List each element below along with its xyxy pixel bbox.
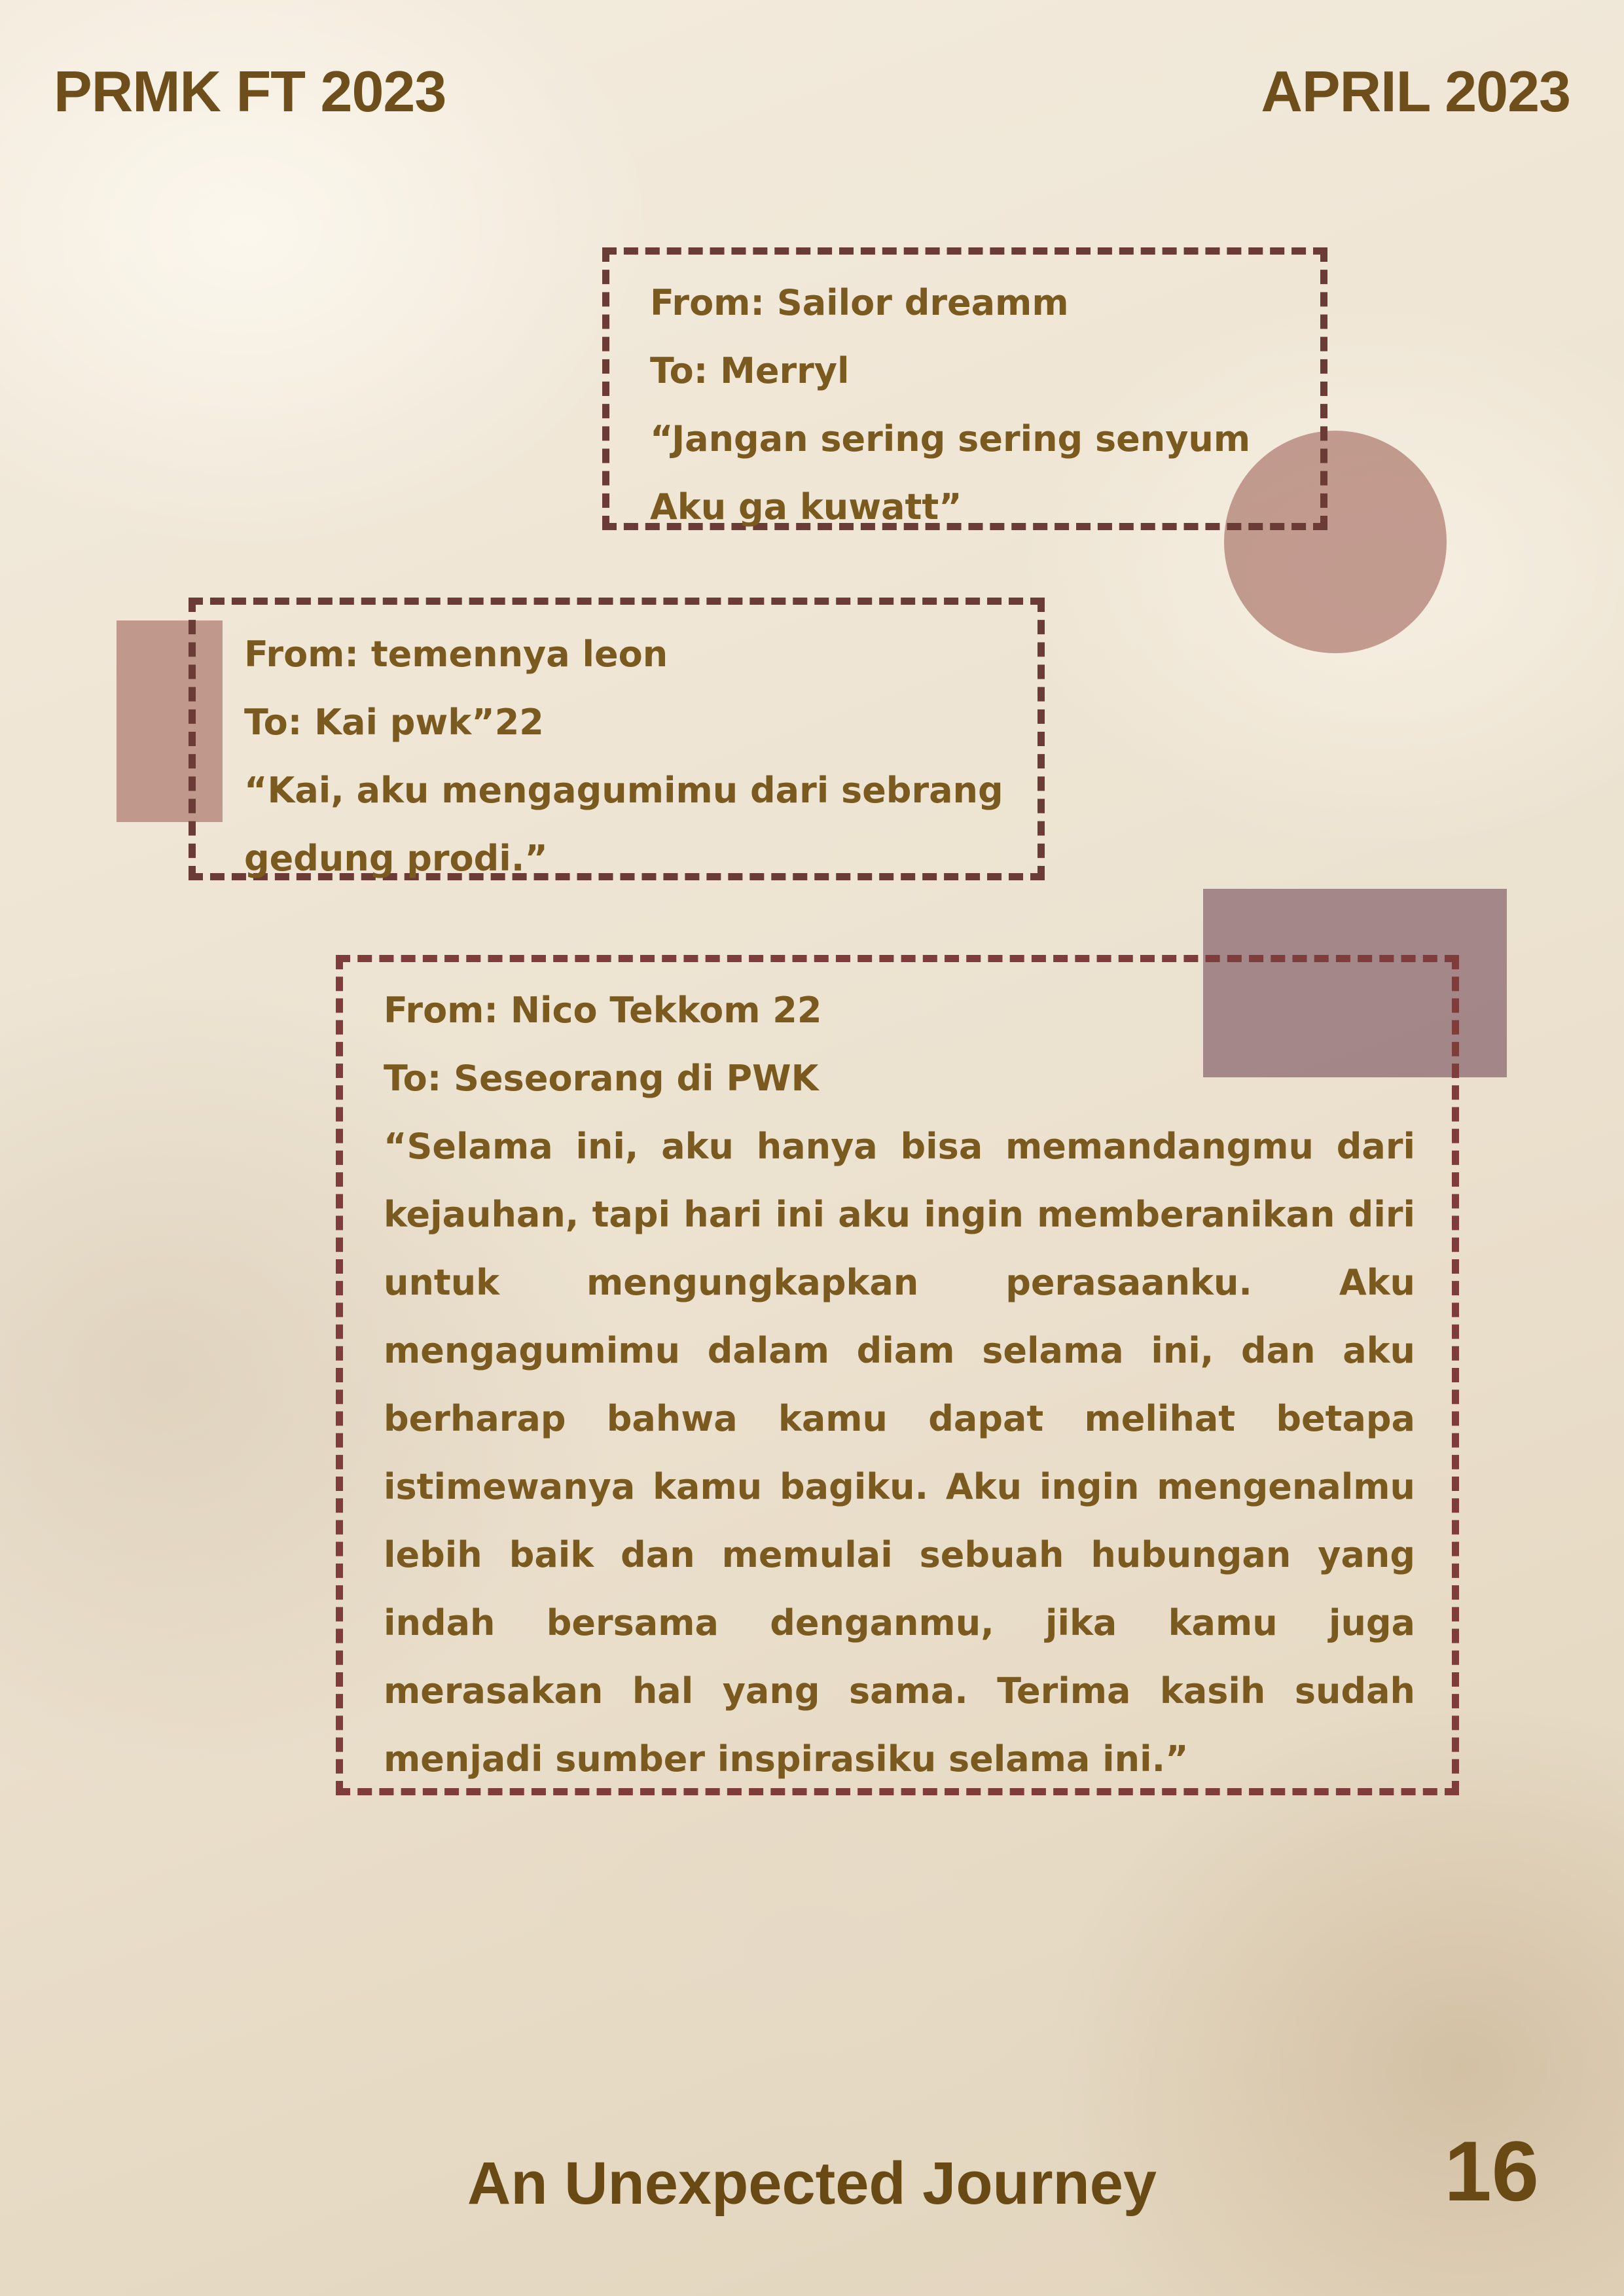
message-to: To: Merryl xyxy=(650,350,850,391)
message-card-2 xyxy=(189,598,1045,880)
issue-date: APRIL 2023 xyxy=(1261,59,1570,124)
message-text-line: gedung prodi.” xyxy=(244,838,548,879)
message-card-1 xyxy=(602,247,1327,530)
message-text-line: Aku ga kuwatt” xyxy=(650,486,962,528)
message-from: From: temennya leon xyxy=(244,634,668,675)
message-from: From: Sailor dreamm xyxy=(650,282,1069,323)
footer-title: An Unexpected Journey xyxy=(467,2150,1157,2217)
message-text: “Selama ini, aku hanya bisa memandangmu dari kejauhan, tapi hari ini aku ingin memberanikan diri untuk mengungkapkan perasaanku. Aku mengagumimu dalam diam selama ini, dan aku berharap bahwa kamu dapat melihat betapa istimewanya kamu bagiku. Aku ingin mengenalmu lebih baik dan memulai sebuah hubungan yang indah bersama denganmu, jika kamu juga merasakan hal yang sama. Terima kasih sudah menjadi sumber inspirasiku selama ini.” xyxy=(384,1126,1415,1780)
message-to: To: Seseorang di PWK xyxy=(384,1058,819,1099)
message-text-line: “Kai, aku mengagumimu dari sebrang xyxy=(244,770,1003,811)
page-number: 16 xyxy=(1444,2123,1539,2219)
message-card-3 xyxy=(336,955,1459,1795)
message-to: To: Kai pwk”22 xyxy=(244,702,544,743)
message-text-line: “Jangan sering sering senyum xyxy=(650,418,1251,459)
magazine-name: PRMK FT 2023 xyxy=(54,59,446,124)
message-from: From: Nico Tekkom 22 xyxy=(384,990,822,1031)
